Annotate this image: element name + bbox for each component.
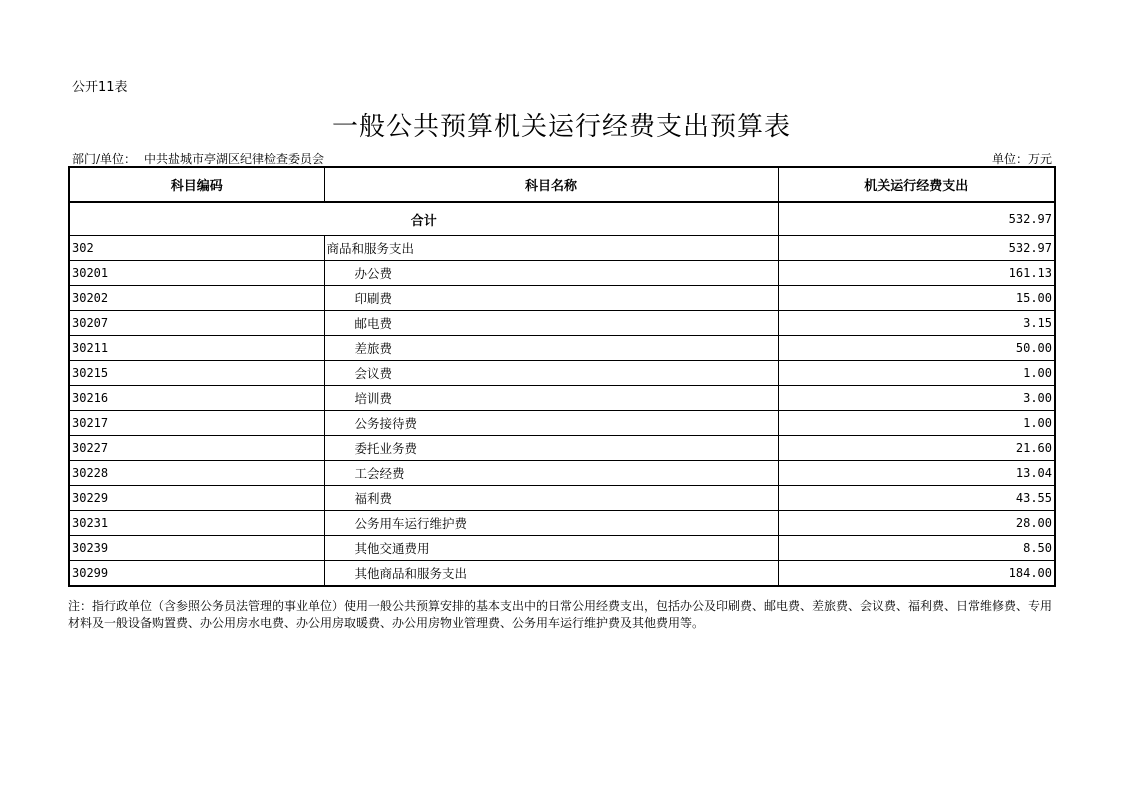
row-amount: 8.50: [778, 536, 1055, 561]
table-row: [69, 236, 1055, 261]
row-code: 30202: [69, 286, 324, 311]
row-amount: 532.97: [778, 236, 1055, 261]
row-amount: 1.00: [778, 361, 1055, 386]
row-amount: 50.00: [778, 336, 1055, 361]
row-code: 30239: [69, 536, 324, 561]
table-row: [69, 286, 1055, 311]
table-row: [69, 411, 1055, 436]
row-code: 30231: [69, 511, 324, 536]
form-number: 公开11表: [72, 80, 128, 95]
row-name: 办公费: [324, 261, 778, 286]
row-name: 商品和服务支出: [324, 236, 778, 261]
row-name: 公务接待费: [324, 411, 778, 436]
row-code: 30229: [69, 486, 324, 511]
row-code: 30211: [69, 336, 324, 361]
row-name: 差旅费: [324, 336, 778, 361]
header-code: 科目编码: [69, 167, 324, 202]
row-code: 30299: [69, 561, 324, 587]
row-code: 30216: [69, 386, 324, 411]
row-amount: 3.00: [778, 386, 1055, 411]
table-row: [69, 361, 1055, 386]
row-code: 30228: [69, 461, 324, 486]
table-row: [69, 261, 1055, 286]
total-label: 合计: [69, 202, 778, 236]
department-value: 中共盐城市亭湖区纪律检查委员会: [144, 152, 325, 166]
row-name: 委托业务费: [324, 436, 778, 461]
row-name: 邮电费: [324, 311, 778, 336]
row-code: 30201: [69, 261, 324, 286]
row-amount: 43.55: [778, 486, 1055, 511]
table-row: [69, 336, 1055, 361]
row-code: 30217: [69, 411, 324, 436]
table-row: [69, 486, 1055, 511]
table-row: [69, 511, 1055, 536]
row-code: 302: [69, 236, 324, 261]
row-code: 30207: [69, 311, 324, 336]
header-amount: 机关运行经费支出: [778, 167, 1055, 202]
table-row: [69, 461, 1055, 486]
table-body: [69, 202, 1055, 586]
row-amount: 21.60: [778, 436, 1055, 461]
footnote: 注：指行政单位（含参照公务员法管理的事业单位）使用一般公共预算安排的基本支出中的日常公用经费支出，包括办公及印刷费、邮电费、差旅费、会议费、福利费、日常维修费、专用材料及一般设备购置费、办公用房水电费、办公用房取暖费、办公用房物业管理费、公务用车运行维护费及其他费用等。: [68, 599, 1053, 630]
row-amount: 15.00: [778, 286, 1055, 311]
row-amount: 1.00: [778, 411, 1055, 436]
table-row: [69, 536, 1055, 561]
row-amount: 13.04: [778, 461, 1055, 486]
table-row: [69, 561, 1055, 587]
row-name: 培训费: [324, 386, 778, 411]
row-code: 30215: [69, 361, 324, 386]
table-row: [69, 436, 1055, 461]
unit-label: 单位：万元: [991, 152, 1052, 166]
row-name: 印刷费: [324, 286, 778, 311]
row-amount: 3.15: [778, 311, 1055, 336]
header-name: 科目名称: [324, 167, 778, 202]
row-amount: 28.00: [778, 511, 1055, 536]
table-row: [69, 311, 1055, 336]
row-name: 福利费: [324, 486, 778, 511]
total-row: [69, 202, 1055, 236]
department-line: [72, 150, 324, 167]
table-row: [69, 386, 1055, 411]
row-amount: 161.13: [778, 261, 1055, 286]
row-name: 公务用车运行维护费: [324, 511, 778, 536]
total-amount: 532.97: [778, 202, 1055, 236]
page-title: 一般公共预算机关运行经费支出预算表: [331, 112, 791, 142]
department-label: 部门/单位：: [72, 152, 137, 166]
row-name: 会议费: [324, 361, 778, 386]
row-name: 工会经费: [324, 461, 778, 486]
budget-table: [68, 166, 1056, 587]
row-name: 其他交通费用: [324, 536, 778, 561]
row-name: 其他商品和服务支出: [324, 561, 778, 587]
row-amount: 184.00: [778, 561, 1055, 587]
table-header-row: [69, 167, 1055, 202]
row-code: 30227: [69, 436, 324, 461]
